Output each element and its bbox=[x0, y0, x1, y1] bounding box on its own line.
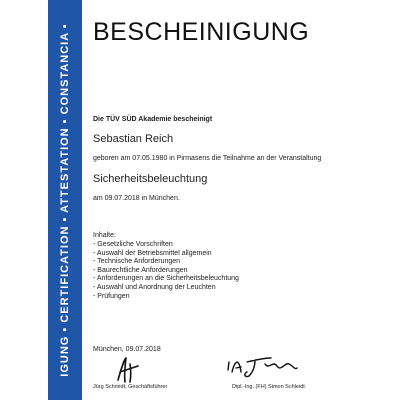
certificate-title: BESCHEINIGUNG bbox=[93, 18, 310, 46]
place-date: München, 09.07.2018 bbox=[93, 346, 161, 353]
course-date: am 09.07.2018 in München. bbox=[93, 195, 180, 202]
issuer-line: Die TÜV SÜD Akademie bescheinigt bbox=[93, 116, 213, 123]
contents-label: Inhalte: bbox=[93, 232, 116, 239]
logo-mark bbox=[58, 2, 72, 26]
signature-left bbox=[112, 356, 142, 384]
contents-list bbox=[93, 241, 239, 301]
side-band-text: IGUNG ▪ CERTIFICATION ▪ ATTESTATION ▪ CONSTANCIA ▪ bbox=[59, 23, 71, 377]
list-item: - Technische Anforderungen bbox=[93, 258, 239, 267]
signer-right-name: Dipl.-Ing. (FH) Simon Schleidt bbox=[232, 384, 305, 390]
list-item: - Auswahl der Betriebsmittel allgemein bbox=[93, 250, 239, 259]
list-item: - Baurechtliche Anforderungen bbox=[93, 267, 239, 276]
participant-name: Sebastian Reich bbox=[93, 133, 174, 145]
list-item: - Auswahl und Anordnung der Leuchten bbox=[93, 284, 239, 293]
list-item: - Gesetzliche Vorschriften bbox=[93, 241, 239, 250]
course-title: Sicherheitsbeleuchtung bbox=[93, 173, 208, 185]
signature-right bbox=[225, 352, 300, 380]
list-item: - Anforderungen an die Sicherheitsbeleuchtung bbox=[93, 275, 239, 284]
birth-line: geboren am 07.05.1980 in Pirmasens die Teilnahme an der Veranstaltung bbox=[93, 155, 322, 162]
signer-left-name: Jürg Schmidt, Geschäftsführer bbox=[93, 384, 168, 390]
list-item: - Prüfungen bbox=[93, 293, 239, 302]
